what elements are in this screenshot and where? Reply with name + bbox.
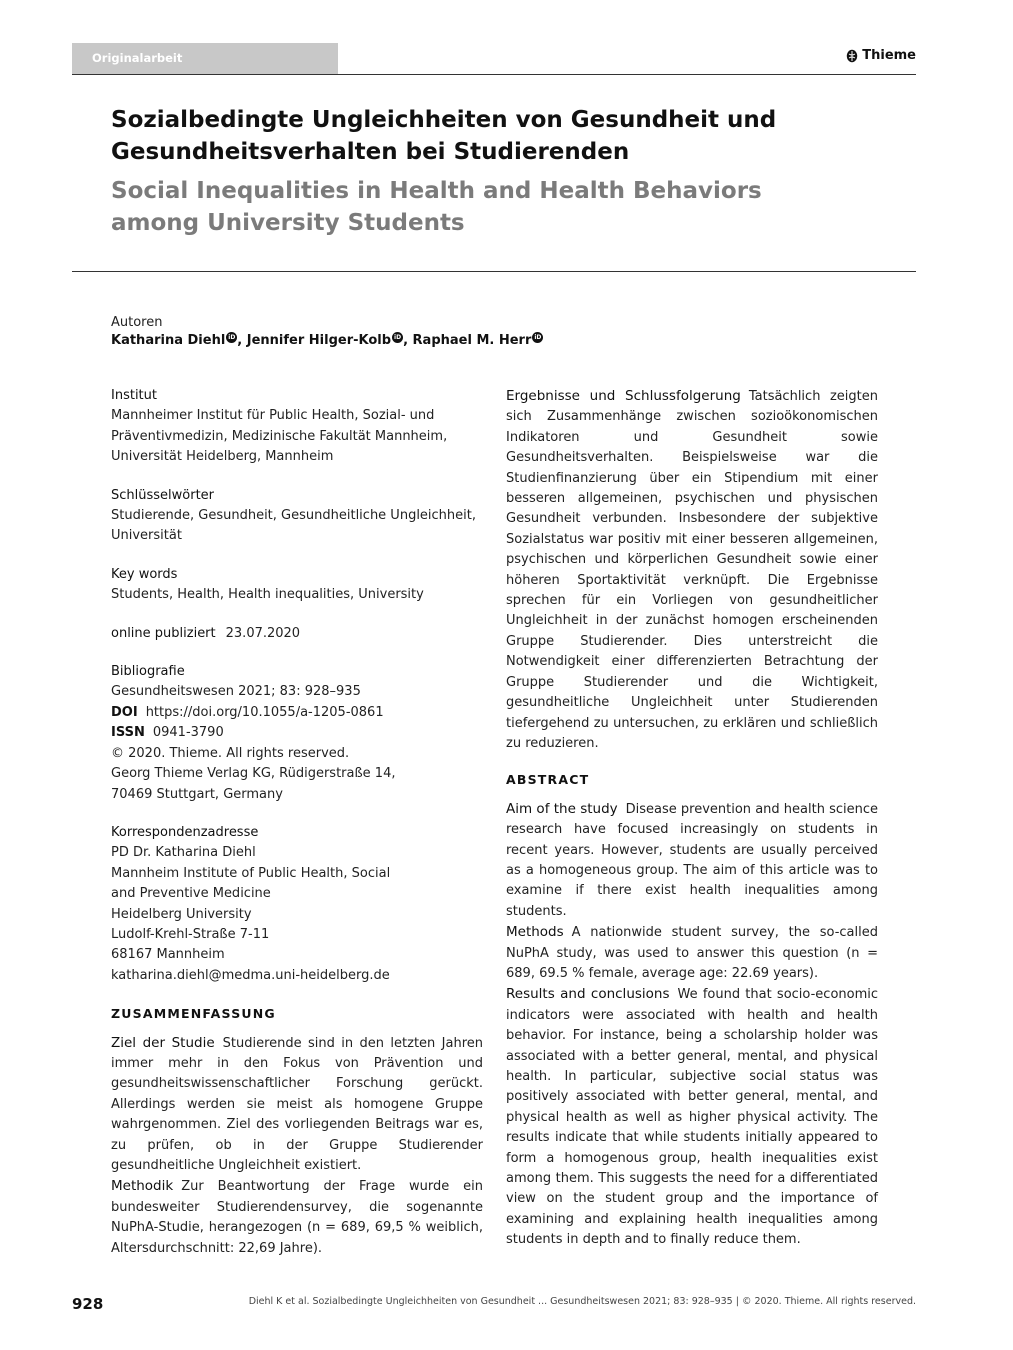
article-title-english: Social Inequalities in Health and Health Behaviors among University Students [111,178,762,236]
institute-block [111,386,483,468]
right-column [506,386,878,1251]
publisher-address-line: Georg Thieme Verlag KG, Rüdigerstraße 14, [111,766,396,782]
issn-label: ISSN [111,725,145,741]
page-number: 928 [72,1295,104,1313]
bibliography-journal: Gesundheitswesen 2021; 83: 928–935 [111,684,361,700]
orcid-icon[interactable]: iD [394,333,402,341]
author-separator: , [403,333,413,348]
author-name: Raphael M. Herr [412,333,532,348]
online-published-block [111,624,483,644]
abstract-aim [506,799,878,922]
authors-label: Autoren [111,315,163,330]
left-column [111,386,483,1259]
publisher-logo [846,48,916,63]
zusammenfassung-heading: ZUSAMMENFASSUNG [111,1006,276,1022]
doi-link[interactable]: https://doi.org/10.1055/a-1205-0861 [145,704,384,720]
author-list [111,331,543,351]
bibliography-block [111,662,483,805]
orcid-icon[interactable]: iD [228,333,236,341]
article-type-tag: Originalarbeit [72,43,338,75]
correspondence-line: and Preventive Medicine [111,886,271,902]
zusammenfassung-ziel [111,1033,483,1177]
bibliography-label: Bibliografie [111,664,185,680]
methodik-text: Zur Beantwortung der Frage wurde ein bundesweiter Studierendensurvey, die sogenannte NuPhA-Studie, herangezogen (n = 689, 69,5 % weiblich, Altersdurchschnitt: 22,69 Jahre). [111,1179,483,1256]
keywords-german-block [111,486,483,547]
correspondence-line: Ludolf-Krehl-Straße 7-11 [111,926,270,942]
keywords-english-label: Key words [111,566,178,582]
abstract-methods [506,922,878,984]
publisher-address-line: 70469 Stuttgart, Germany [111,786,283,802]
institute-label: Institut [111,388,157,403]
aim-label: Aim of the study [506,800,618,817]
doi-line [111,703,483,723]
orcid-icon[interactable]: iD [534,333,542,341]
copyright-line: © 2020. Thieme. All rights reserved. [111,745,350,761]
correspondence-line: PD Dr. Katharina Diehl [111,845,256,861]
keywords-german-text: Studierende, Gesundheit, Gesundheitliche Ungleichheit, Universität [111,508,477,544]
issn-line [111,723,483,743]
article-title-german: Sozialbedingte Ungleichheiten von Gesundheit und Gesundheitsverhalten bei Studierenden [111,107,777,165]
zusammenfassung-methodik [111,1176,483,1259]
abstract-results [506,984,878,1250]
keywords-english-text: Students, Health, Health inequalities, University [111,587,424,603]
correspondence-line: Heidelberg University [111,906,252,922]
aim-text: Disease prevention and health science research have focused increasingly on students in recent years. However, students are usually perceived as a homogeneous group. The aim of this article was to examine if there exist health inequalities among students. [506,801,878,919]
footer-citation: Diehl K et al. Sozialbedingte Ungleichheiten von Gesundheit ... Gesundheitswesen 2021; 83: 928–935 | © 2020. Thieme. All rights reserved. [248,1296,916,1307]
results-label: Results and conclusions [506,986,670,1003]
methodik-label: Methodik [111,1178,174,1195]
correspondence-block [111,823,483,986]
ziel-label: Ziel der Studie [111,1034,215,1051]
zusammenfassung-ergebnisse [506,386,878,754]
author-name: Katharina Diehl [111,333,226,348]
online-published-label: online publiziert [111,625,216,641]
issn-value: 0941-3790 [152,725,224,741]
methods-text: A nationwide student survey, the so-called NuPhA study, was used to answer this question (n = 689, 69.5 % female, average age: 22.69 years). [506,925,878,981]
methods-label: Methods [506,924,564,941]
keywords-english-block [111,565,483,606]
ziel-text: Studierende sind in den letzten Jahren immer mehr in den Fokus von Prävention und gesundheitswissenschaftlicher Forschung gerückt. Allerdings werden sie meist als homogene Gruppe wahrgenommen. Ziel des vorliegenden Beitrags war es, zu prüfen, ob in der Gruppe Studierender gesundheitliche Ungleichheit existiert. [111,1035,484,1173]
ergebnisse-label: Ergebnisse und Schlussfolgerung [506,388,741,404]
correspondence-line: 68167 Mannheim [111,947,225,963]
author-name: Jennifer Hilger-Kolb [246,333,392,348]
correspondence-label: Korrespondenzadresse [111,824,259,840]
ergebnisse-text: Tatsächlich zeigten sich Zusammenhänge zwischen sozioökonomischen Indikatoren und Gesundheit sowie Gesundheitsverhalten. Beispielsweise war die Studienfinanzierung über ein Stipendium mit einer besseren allgemeinen, psychischen und physischen Gesundheit verbunden. Insbesondere der subjektive Sozialstatus war positiv mit einer besseren allgemeinen, psychischen und körperlichen Gesundheit sowie einer höheren Sportaktivität verknüpft. Die Ergebnisse sprechen für ein Vorliegen von gesundheitlicher Ungleichheit in der zunächst homogen erscheinenden Gruppe Studierender. Dies unterstreicht die Notwendigkeit einer differenzierten Betrachtung der Gruppe Studierender und die Wichtigkeit, gesundheitliche Ungleichheit unter Studierenden tiefergehend zu untersuchen, zu erklären und schließlich zu reduzieren. [506,389,878,751]
doi-label: DOI [111,704,138,720]
correspondence-line: Mannheim Institute of Public Health, Social [111,865,391,881]
publisher-name: Thieme [862,48,916,63]
correspondence-email[interactable]: katharina.diehl@medma.uni-heidelberg.de [111,967,390,983]
abstract-heading: ABSTRACT [506,772,590,788]
keywords-german-label: Schlüsselwörter [111,487,215,503]
online-published-date: 23.07.2020 [225,625,301,641]
thieme-emblem-icon [846,49,858,63]
title-rule [72,271,916,272]
institute-text: Mannheimer Institut für Public Health, Sozial- und Präventivmedizin, Medizinische Fakultät Mannheim, Universität Heidelberg, Mannheim [111,408,448,465]
author-separator: , [237,333,247,348]
results-text: We found that socio-economic indicators were associated with health and health behavior. For instance, being a scholarship holder was associated with a better general, mental, and physical health. In particular, subjective social status was positively associated with better general, mental, and physical health as well as higher physical activity. The results indicate that while students initially appeared to form a homogenous group, health inequalities exist among them. This suggests the need for a differentiated view on the student group and the importance of examining and explaining health inequalities among students in depth and to finally reduce them. [506,987,879,1248]
header-rule [72,74,916,75]
